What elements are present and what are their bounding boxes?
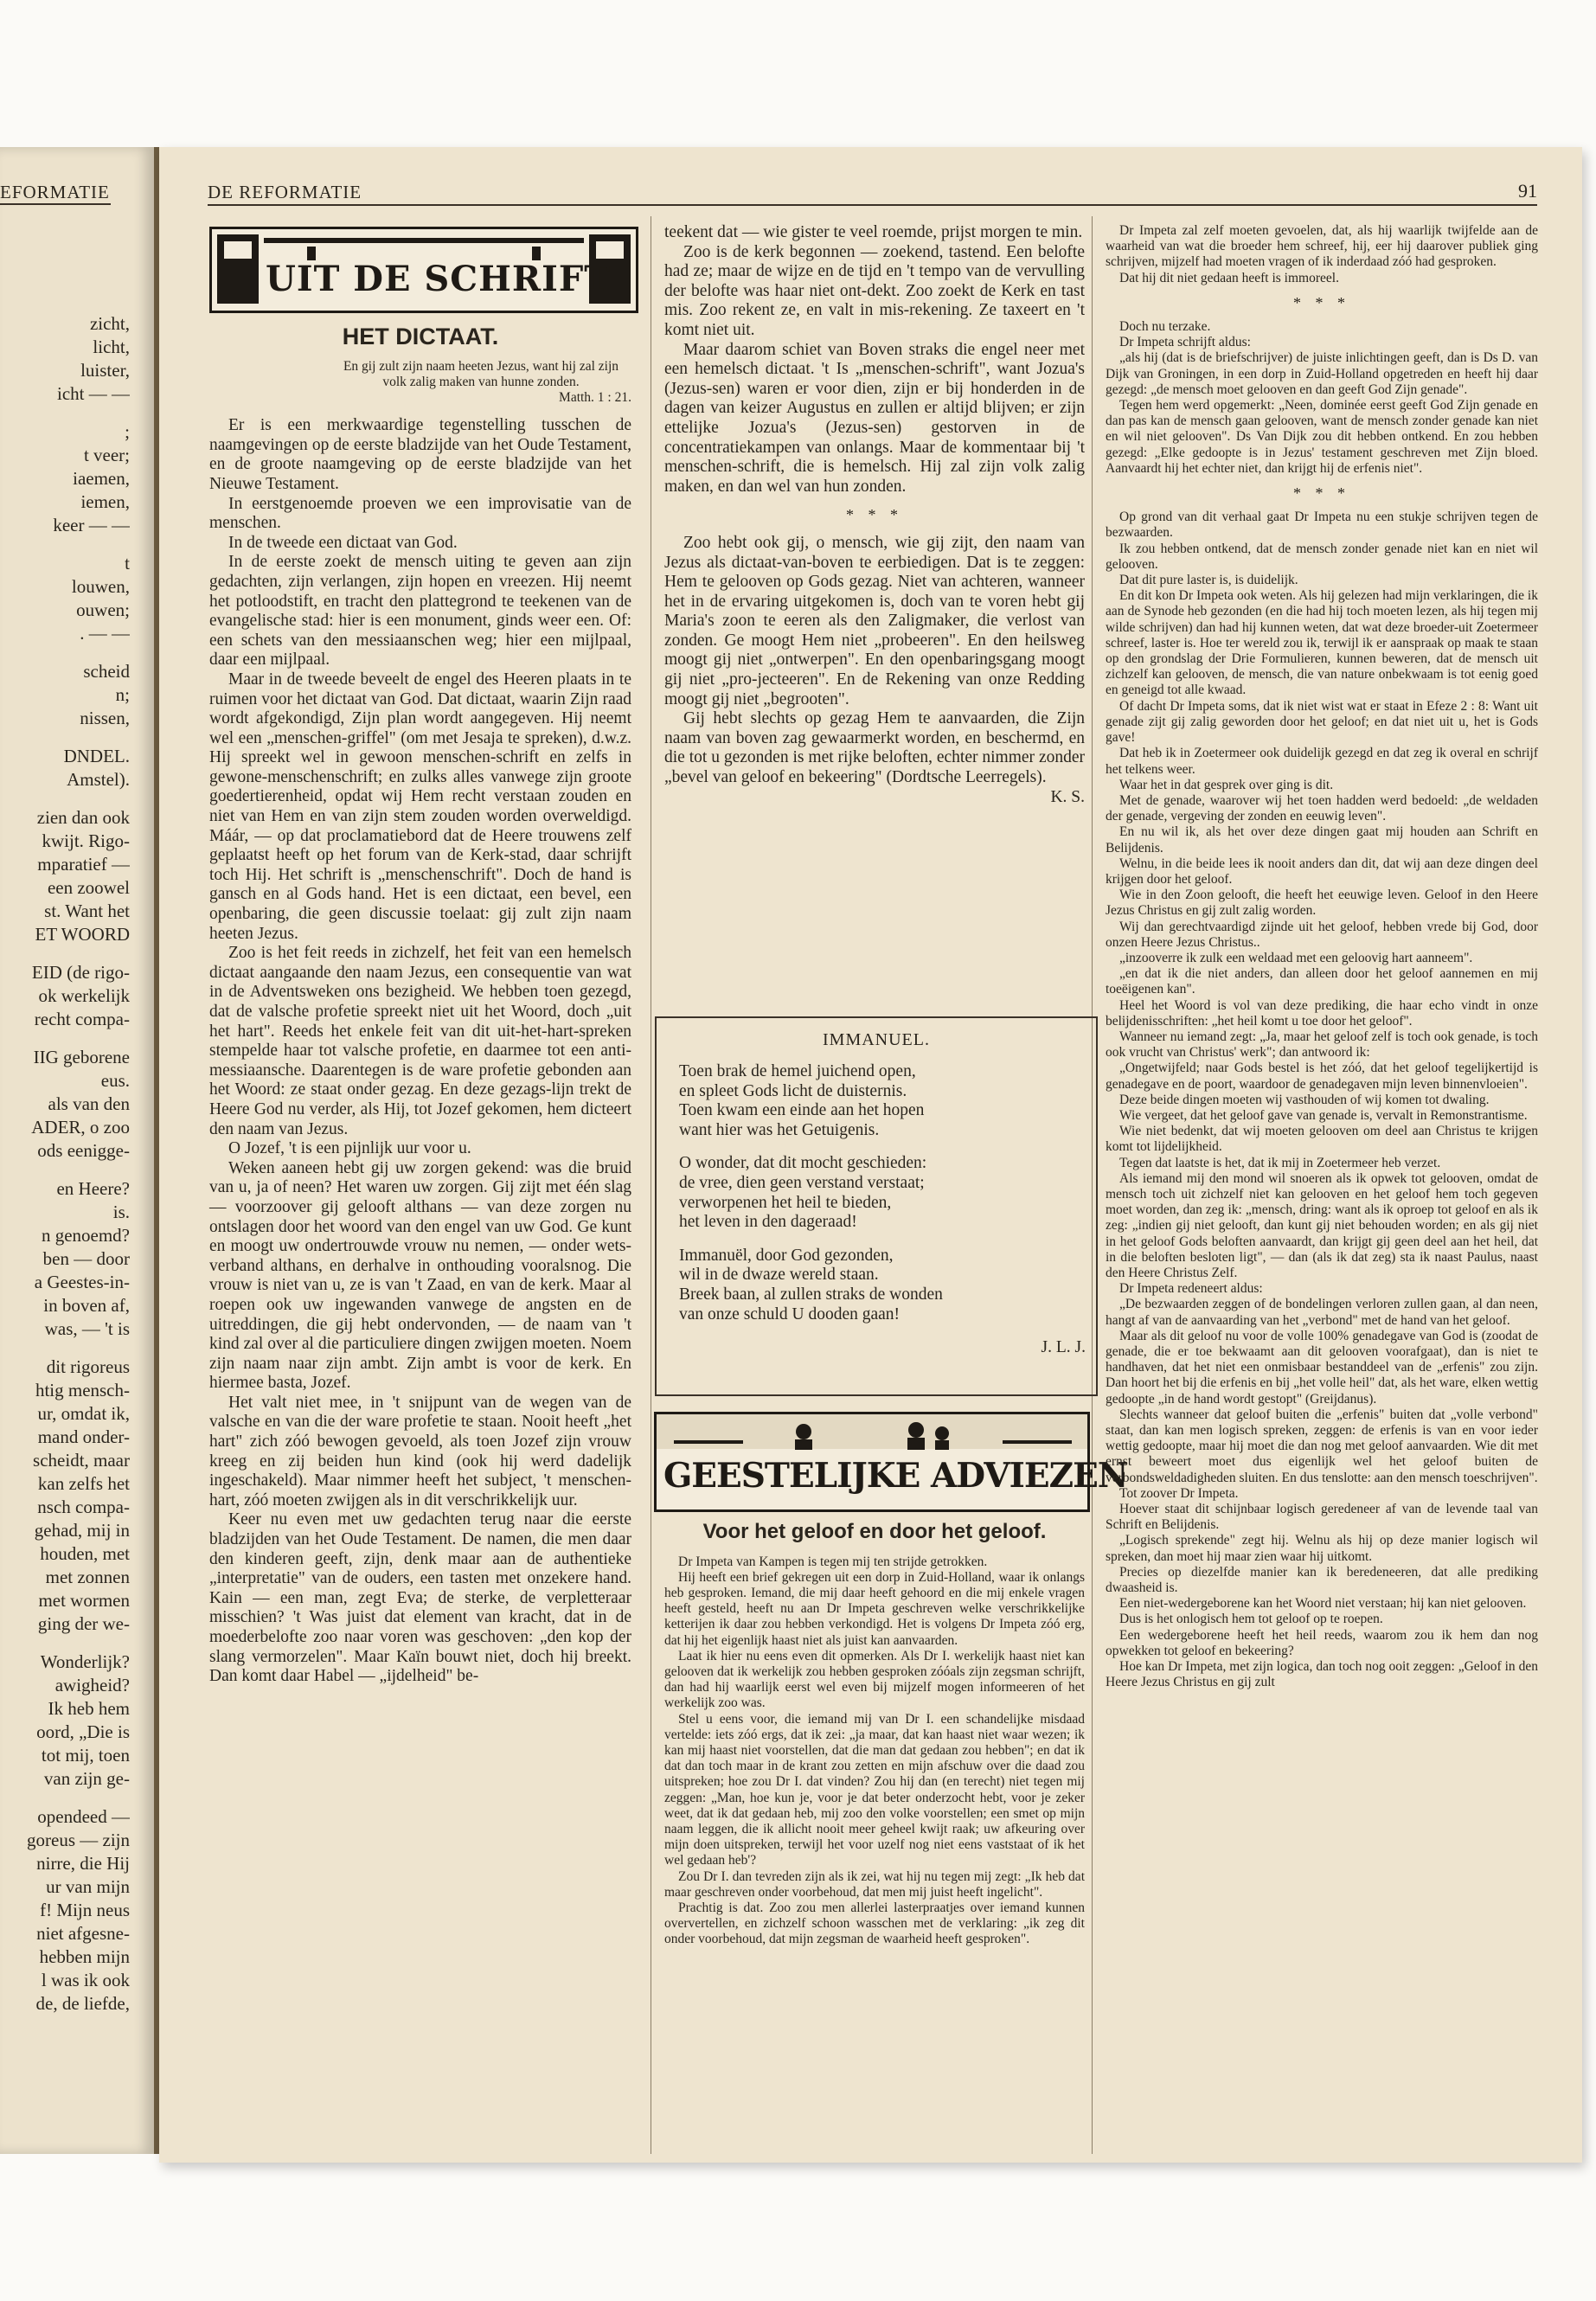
paragraph: „als hij (dat is de briefschrijver) de juiste inlichtingen geeft, dan is Ds D. van Dijk van Groningen, in een dorp in Zuid-Holland opgetreden en heeft hij daar gezegd: „de mensch moet gelooven en dan geeft God Zijn genade". <box>1106 350 1538 397</box>
poem-line: het leven in den dageraad! <box>679 1213 857 1232</box>
paragraph: Er is een merkwaardige tegenstelling tusschen de naamgevingen op de eerste bladzijde van het Oude Testament, en de groote naamgeving op de eerste bladzijde van het Nieuwe Testament. <box>209 416 631 493</box>
previous-page-line: Amstel). <box>67 769 130 790</box>
previous-page-line: ur van mijn <box>46 1876 130 1897</box>
page-number: 91 <box>1518 180 1537 202</box>
poem-body <box>667 1062 1086 1324</box>
previous-page-line: n; <box>115 684 130 705</box>
paragraph: In eerstgenoemde proeven we een improvisatie van de menschen. <box>209 494 631 533</box>
previous-page-line: iemen, <box>80 491 130 512</box>
uit-de-schrift-banner <box>209 227 638 313</box>
previous-page-line: zien dan ook <box>36 807 130 828</box>
previous-page-line: was, — 't is <box>44 1318 130 1339</box>
newspaper-page <box>159 147 1582 2163</box>
previous-page-line: Ik heb hem <box>48 1698 130 1719</box>
previous-page-line: opendeed — <box>37 1806 130 1827</box>
previous-page-line: EID (de rigo- <box>31 962 130 983</box>
paragraph: Hij heeft een brief gekregen uit een dorp in Zuid-Holland, waar ik onlangs heb gesproken. Iemand, die mij daar heeft gehoord en die mij enkele vragen heeft gesteld, heeft nu aan Dr Impeta geschreven welke verschrikkelijke ketterijen ik daar zou hebben verkondigd. Het is volgens Dr Impeta zóó erg, dat hij het eigenlijk haast niet als juist kan aanvaarden. <box>664 1569 1085 1648</box>
paragraph: En dit kon Dr Impeta ook weten. Als hij gelezen had mijn verklaringen, die ik aan de Synode heb gezonden (en die had hij toch moeten lezen, als hij tegen mij wilde schrijven) dan had hij kunnen weten, dat wat deze broeder-uit Zoetermeer schreef, laster is. Hoe ter wereld zou ik, terwijl ik er aanspraak op maak te staan op den grondslag der Drie Formulieren, kunnen beweren, dat de mensch uit zichzelf kan gelooven, de mensch, die van nature onbekwaam is tot eenig goed en geneigd tot alle kwaad. <box>1106 588 1538 698</box>
previous-page-line: mparatief — <box>37 854 130 875</box>
paragraph: Tot zoover Dr Impeta. <box>1119 1485 1239 1501</box>
previous-page-line: met wormen <box>38 1590 130 1611</box>
article-body-col2 <box>664 1554 1085 1948</box>
paragraph: Welnu, in die beide lees ik nooit anders dan dit, dat wij aan deze dingen deel krijgen door het geloof. <box>1106 856 1538 887</box>
paragraph: Ik zou hebben ontkend, dat de mensch zonder genade niet kan en niet wil gelooven. <box>1106 541 1538 572</box>
previous-page-line: licht, <box>93 336 130 357</box>
previous-page-line: dit rigoreus <box>46 1356 130 1377</box>
paragraph: teekent dat — wie gister te veel roemde, prijst morgen te min. <box>664 223 1083 241</box>
previous-page-line: louwen, <box>71 576 130 597</box>
paragraph: „Ongetwijfeld; naar Gods bestel is het zóó, dat het geloof tegelijkertijd is genadegave en de poort, waardoor de genadegaven mijn leven binnenvloeien". <box>1106 1061 1538 1092</box>
banner-title: UIT DE SCHRIFT <box>266 259 612 299</box>
paragraph: Dr Impeta redeneert aldus: <box>1119 1281 1263 1297</box>
paragraph: Laat ik hier nu eens even dit opmerken. Als Dr I. werkelijk haast niet kan gelooven dat ik werkelijk zou hebben gesproken zóóals zijn zegsman schrijft, dan had hij waarlijk eerst wel even bij mijzelf mogen informeeren of het werkelijk zoo was. <box>664 1648 1085 1711</box>
poem-line: Toen kwam een einde aan het hopen <box>679 1101 925 1120</box>
paragraph: Deze beide dingen moeten wij vasthouden of wij komen tot dwaling. <box>1119 1092 1490 1107</box>
poem-line: wil in de dwaze wereld staan. <box>679 1266 879 1285</box>
previous-page-line: als van den <box>48 1093 130 1114</box>
poem-line: verworpenen het heil te bieden, <box>679 1193 892 1212</box>
paragraph: Maar daarom schiet van Boven straks die engel neer met een hemelsch dictaat. 't Is „menschen-schrift", want Jozua's (Jezus-sen) waren er voor dien, zijn er bij honderden in de dagen van keizer Augustus en zullen er altijd blijven; er zijn ettelijke Jozua's (Jezus-sen) gestorven in de concentratiekampen van onlangs. Maar de kommentaar bij 't menschen-schrift, die is hemelsch. Hij zal zijn volk zalig maken, en dan wel van hun zonden. <box>664 340 1085 496</box>
previous-page-line: nsch compa- <box>37 1497 130 1517</box>
article-geloof <box>664 1522 1085 1948</box>
previous-page-line: luister, <box>80 360 130 381</box>
previous-page-line: mand onder- <box>37 1426 130 1447</box>
previous-page-line: ging der we- <box>37 1613 130 1634</box>
previous-page-line: f! Mijn neus <box>40 1900 130 1920</box>
previous-page-line: niet afgesne- <box>36 1923 130 1944</box>
paragraph: Tegen hem werd opgemerkt: „Neen, dominée eerst geeft God Zijn genade en dan pas kan de mensch gaan gelooven, want de mensch zonder genade kan niet en wil niet gelooven". Ds Van Dijk zou dit hebben ontkend. En zou hebben gezegd: „Elke gedoopte is in Jezus' testament geschreven met Zijn bloed. Aanvaardt hij het echter niet, dan krijgt hij de erfenis niet". <box>1106 398 1538 476</box>
paragraph: Hoever staat dit schijnbaar logisch geredeneer af van de levende taal van Schrift en Belijdenis. <box>1106 1502 1538 1533</box>
previous-page-line: n genoemd? <box>41 1225 130 1246</box>
paragraph: Op grond van dit verhaal gaat Dr Impeta nu een stukje schrijven tegen de bezwaarden. <box>1106 510 1538 541</box>
previous-page-line: de, de liefde, <box>35 1993 130 2014</box>
poem-line: de vree, dien geen verstand verstaat; <box>679 1173 925 1192</box>
previous-page-line: hebben mijn <box>39 1946 130 1967</box>
paragraph: Zou Dr I. dan tevreden zijn als ik zei, wat hij nu tegen mij zegt: „Ik heb dat maar geschreven onder voorbehoud, dat men mij juist heeft ingelicht". <box>664 1868 1085 1900</box>
previous-page-line: kwijt. Rigo- <box>42 830 130 851</box>
previous-page-line: scheidt, maar <box>33 1450 130 1471</box>
previous-page-line: eus. <box>100 1070 130 1091</box>
previous-page-line: ET WOORD <box>35 924 130 945</box>
paragraph: Wie vergeet, dat het geloof gave van genade is, vervalt in Remonstrantisme. <box>1119 1107 1528 1123</box>
previous-page-line: is. <box>112 1202 130 1222</box>
paragraph: Dus is het onlogisch hem tot geloof op te roepen. <box>1119 1612 1383 1627</box>
banner-title: GEESTELIJKE ADVIEZEN <box>663 1456 1128 1496</box>
previous-page-line: nirre, die Hij <box>36 1853 130 1874</box>
paragraph: Een niet-wedergeborene kan het Woord niet verstaan; hij kan niet gelooven. <box>1119 1596 1527 1612</box>
previous-page-line: tot mij, toen <box>41 1745 130 1766</box>
paragraph: Als iemand mij den mond wil snoeren als ik opwek tot gelooven, omdat de mensch toch uit zichzelf niet kan gelooven en het geloof hem toch gegeven moet worden, dan zeg ik: „mensch, dring: want als ik oproep tot geloof en als ik zeg: „indien gij niet gelooft, dan kunt gij niet behouden worden; en als gij niet in het geloof Gods beloften aanvaardt, dan krijgt gij geen deel aan het heil, dat in die beloften besloten ligt", — dan (als ik dat zeg) sta ik naast Paulus, naast den Heere Christus Zelf. <box>1106 1170 1538 1280</box>
previous-page-line: icht — — <box>57 383 130 404</box>
paragraph: Zoo hebt ook gij, o mensch, wie gij zijt, den naam van Jezus als dictaat-van-boven te eerbiedigen. Dat is te zeggen: Hem te gelooven op Gods gezag. Niet van achteren, wanneer het in de ervaring uitgekomen is, doch van te voren hebt gij Maria's zoon te eeren als den Zaligmaker, die verlost van zonden. Ge moogt Hem niet „probeeren". En den heilsweg moogt gij niet „ontwerpen". En den openbaringsgang moogt gij niet „pro-jecteeren". En de Rekening van onze Redding moogt gij niet „begrooten". <box>664 533 1085 708</box>
poem-author: J. L. J. <box>1041 1338 1086 1357</box>
poem-line: want hier was het Getuigenis. <box>679 1120 880 1139</box>
paragraph: „en dat ik die niet anders, dan alleen door het geloof aannemen en mij toeëigenen kan". <box>1106 966 1538 997</box>
previous-page-line: Wonderlijk? <box>40 1651 130 1672</box>
paragraph: Prachtig is dat. Zoo zou men allerlei lasterpraatjes over iemand kunnen oververtellen, en zichzelf schoon wasschen met de verklaring: „ik zeg dit onder voorbehoud, dat mijn zegsman de waarheid heeft gesproken". <box>664 1900 1085 1947</box>
article-body-col3 <box>1106 223 1538 1690</box>
poem-stanza <box>679 1247 1086 1324</box>
paragraph: En nu wil ik, als het over deze dingen gaat mij houden aan Schrift en Belijdenis. <box>1106 824 1538 856</box>
previous-page-line: ods eenigge- <box>37 1140 130 1161</box>
previous-page-line: nissen, <box>80 708 130 728</box>
article-dictaat-continued <box>664 223 1085 807</box>
poem-title: IMMANUEL. <box>823 1030 930 1049</box>
previous-page-line: gehad, mij in <box>34 1520 130 1541</box>
previous-page-line: ok werkelijk <box>38 985 130 1006</box>
paragraph: In de tweede een dictaat van God. <box>228 533 458 552</box>
previous-page-header: EFORMATIE <box>0 182 111 205</box>
article-body-col2 <box>664 223 1085 497</box>
previous-page-line: en Heere? <box>56 1178 130 1199</box>
paragraph: Hoe kan Dr Impeta, met zijn logica, dan toch nog ooit zeggen: „Geloof in den Heere Jezus Christus en gij zult <box>1106 1659 1538 1690</box>
paragraph: Tegen dat laatste is het, dat ik mij in Zoetermeer heb verzet. <box>1119 1155 1441 1170</box>
paragraph: Gij hebt slechts op gezag Hem te aanvaarden, die Zijn naam van boven zag gewaarmerkt worden, en beschermd, en die tot u gezonden is met rijke beloften, echter nimmer zonder „bevel van geloof en bekeering" (Dordtsche Leerregels). <box>664 709 1085 787</box>
previous-page-line: ben — door <box>42 1248 130 1269</box>
paragraph: Doch nu terzake. <box>1119 319 1211 335</box>
paragraph: Weken aaneen hebt gij uw zorgen gekend: was die bruid van u, ja of neen? Het waren uw zorgen. Gij zijt met één slag — voorzoover gij gelooft althans — van deze zorgen nu ontslagen door het woord van den engel van uw God. Ge kunt en moogt uw ondertrouwde vrouw nu nemen, — onder wets-verband althans, en derhalve in onthouding vooralsnog. Die vrouw is niet van u, ze is van 't Zaad, en van de kerk. Maar al roepen ook uw ingewanden vanwege de angsten en de uitreddingen, die gij hebt ondervonden, — de naam van 't kind zal over al die particuliere dingen zwijgen moeten. Noem zijn naam naar zijn ambt. Zijn ambt is voor de kerk. En hiermee basta, Jozef. <box>209 1158 631 1393</box>
article-geloof-continued <box>1106 223 1538 1690</box>
previous-page-line: scheid <box>83 661 130 682</box>
previous-page-line: houden, met <box>40 1543 130 1564</box>
previous-page-line: ouwen; <box>76 599 130 620</box>
paragraph: Dr Impeta schrijft aldus: <box>1119 335 1251 350</box>
paragraph: Wij dan gerechtvaardigd zijnde uit het geloof, hebben vrede bij God, door onzen Heere Jezus Christus.. <box>1106 919 1538 950</box>
paragraph: Maar in de tweede beveelt de engel des Heeren plaats in te ruimen voor het dictaat van God. Dat dictaat, waarin Zijn raad wordt afgekondigd, Zijn plan wordt aangegeven. Hij neemt wel een „menschen-griffel" (om met Jesaja te spreken), d.w.z. Hij spreekt wel in gewoon menschen-schrift en zelfs in gewone-menschenschrift; en zulks alles vanwege zijn groote goedertierenheid, opdat wij Hem recht verstaan zouden en niet van Hem en van zijn stem zouden worden overweldigd. Máár, — op dat proclamatiebord dat de Heere trouwens zelf geplaatst heeft op het forum van de Kerk-stad, daar schrijft toch Hij. Het schrift is „menschenschrift". Doch de hand is gansch en al Gods hand. Het is een dictaat, een bevel, een openbaring, die geen discussie toelaat: gij zult zijn naam heeten Jezus. <box>209 670 631 943</box>
article-body-col1 <box>209 416 631 1687</box>
previous-page-line: van zijn ge- <box>43 1768 130 1789</box>
section-separator: * * * <box>846 506 903 524</box>
paragraph: Zoo is het feit reeds in zichzelf, het feit van een hemelsch dictaat aangaande den naam Jezus, een consequentie van wat in de Adventsweken ons bezigheid. We hebben toen gezegd, dat de valsche profetie spreekt niet uit het Woord, doch „uit het hart". Reeds het enkele feit van dit uit-het-hart-spreken stempelde haar tot valsche profetie, en daarmee tot een anti-messiaansche. Daarentegen is de ware profetie gebonden aan het Woord: ze staat onder gezag. En deze gezags-lijn trekt de Heere God nu verder, als Hij, tot Jozef gekomen, hem dicteert den naam van Jezus. <box>209 944 631 1138</box>
section-separator: * * * <box>1293 484 1350 503</box>
paragraph: Waar het in dat gesprek over ging is dit. <box>1119 777 1334 792</box>
paragraph: „De bezwaarden zeggen of de bondelingen verloren zullen gaan, al dan neen, hangt af van de aanvaarding van het „verbond" met de hand van het geloof. <box>1106 1297 1538 1328</box>
previous-page-line: st. Want het <box>44 901 130 921</box>
paragraph: Dat dit pure laster is, is duidelijk. <box>1119 573 1298 588</box>
paragraph: Dr Impeta zal zelf moeten gevoelen, dat, als hij waarlijk twijfelde aan de waarheid van wat die broeder hem schreef, hij, eer hij daarover publiek ging schrijven, mijzelf had moeten vragen of ik inderdaad zóó had gesproken. <box>1106 223 1538 270</box>
previous-page-line: kan zelfs het <box>37 1473 130 1494</box>
paragraph: „inzooverre ik zulk een weldaad met een geloovig hart aanneem". <box>1119 950 1473 965</box>
previous-page-line: ADER, o zoo <box>31 1117 130 1138</box>
paragraph: Wanneer nu iemand zegt: „Ja, maar het geloof zelf is toch ook genade, is toch ook vrucht van Christus' werk"; dan antwoord ik: <box>1106 1029 1538 1061</box>
previous-page-line: ur, omdat ik, <box>37 1403 130 1424</box>
previous-page-line: iaemen, <box>73 468 130 489</box>
epigraph: En gij zult zijn naam heeten Jezus, want hij zal zijn volk zalig maken van hunne zonden. <box>343 358 619 389</box>
paragraph: Een wedergeborene heeft het heil reeds, waarom zou ik hem dan nog opwekken tot geloof en bekeering? <box>1106 1627 1538 1658</box>
paragraph: Het valt niet mee, in 't snijpunt van de wegen van de valsche en van die der ware profetie te staan. Nooit heeft „het hart" zich zóó bewogen gevoeld, als toen Jozef zijn vrouw kreeg en zij beiden hun kind (ook hij werd dadelijk ingeschakeld). Maar nimmer heeft het subject, 't menschen-hart, zóó moeten zwijgen als in dit verschrikkelijk uur. <box>209 1393 631 1509</box>
paragraph: Met de genade, waarover wij het toen hadden werd bedoeld: „de weldaden der genade, vergeving der zonden en eeuwig leven". <box>1106 792 1538 824</box>
paragraph: Keer nu even met uw gedachten terug naar die eerste bladzijden van het Oude Testament. De namen, die men daar den kinderen geeft, zijn, denk maar aan de authentieke „interpretatie" van de ouders, een tasten met onzekere hand. Kain — een man, zegt Eva; de sterke, de verpletteraar misschien? 't Was juist dat element van kracht, dat in de moederbelofte zoo naar voren was geschoven: „den kop der slang vermorzelen". Maar Kaïn bouwt niet, doch hij breekt. Dan komt daar Habel — „ijdelheid" be- <box>209 1510 631 1686</box>
previous-page-line: oord, „Die is <box>36 1721 130 1742</box>
paragraph: O Jozef, 't is een pijnlijk uur voor u. <box>228 1139 471 1158</box>
previous-page-line: a Geestes-in- <box>34 1272 130 1292</box>
poem-line: Toen brak de hemel juichend open, <box>679 1062 916 1080</box>
previous-page-line: in boven af, <box>43 1295 130 1316</box>
poem-line: Immanuël, door God gezonden, <box>679 1246 894 1265</box>
previous-page-line: goreus — zijn <box>27 1830 130 1850</box>
epigraph-reference: Matth. 1 : 21. <box>559 390 631 405</box>
paragraph: „Logisch sprekende" zegt hij. Welnu als hij op deze manier logisch wil spreken, dan moet hij maar zien waar hij uitkomt. <box>1106 1533 1538 1564</box>
previous-page-line: l was ik ook <box>41 1970 130 1990</box>
paragraph: Wie niet bedenkt, dat wij moeten gelooven om deel aan Christus te krijgen komt tot lijdelijkheid. <box>1106 1124 1538 1155</box>
paragraph: Dat heb ik in Zoetermeer ook duidelijk gezegd en dat zeg ik overal en schrijf het telkens weer. <box>1106 746 1538 777</box>
poem-line: van onze schuld U dooden gaan! <box>679 1304 901 1324</box>
geestelijke-adviezen-banner <box>654 1412 1128 1512</box>
previous-page-line: DNDEL. <box>63 746 130 766</box>
paragraph: Heel het Woord is vol van deze prediking, die haar echo vindt in onze belijdenisschriften: „het heil komt u toe door het geloof". <box>1106 997 1538 1029</box>
paragraph: Dr Impeta van Kampen is tegen mij ten strijde getrokken. <box>678 1554 988 1569</box>
article-title: Voor het geloof en door het geloof. <box>702 1520 1047 1543</box>
previous-page-line: t veer; <box>83 445 130 465</box>
previous-page-strip <box>0 147 154 2154</box>
paragraph: Maar als dit geloof nu voor de volle 100% genadegave van God is (zoodat de genade, die er toe bekwaamt aan dit gelooven voorafgaat), dan is niet te handhaven, dat het niet een onmisbaar bestanddeel van de „erfenis" zou zijn. Dan hoort het bij die erfenis en bij „het volle heil" dat, als het ware, elken wettig gedoopte „in de hand wordt gestopt" (Greijdanus). <box>1106 1328 1538 1407</box>
header-rule <box>208 204 1537 206</box>
paragraph: Of dacht Dr Impeta soms, dat ik niet wist wat er staat in Efeze 2 : 8: Want uit genade zijt gij zalig geworden door het geloof; en dat niet uit u, het is Gods gave! <box>1106 698 1538 746</box>
previous-page-line: keer — — <box>53 515 130 535</box>
previous-page-line: htig mensch- <box>35 1380 130 1400</box>
poem-stanza <box>679 1062 1086 1140</box>
previous-page-line: IIG geborene <box>33 1047 130 1067</box>
paragraph: Precies op diezelfde manier kan ik beredeneeren, dat alle prediking dwaasheid is. <box>1106 1564 1538 1596</box>
previous-page-line: . — — <box>80 623 130 644</box>
article-body-col2-b <box>664 534 1085 788</box>
paragraph: Zoo is de kerk begonnen — zoekend, tastend. Een belofte had ze; maar de wijze en de tijd en 't tempo van de vervulling der belofte was haar niet ont-dekt. Zoo zoekt de Kerk en tast mis. Zoo rekent ze, en valt in mis-rekening. Ze taxeert en 't komt niet uit. <box>664 242 1085 339</box>
previous-page-line: met zonnen <box>45 1567 130 1587</box>
paragraph: In de eerste zoekt de mensch uiting te geven aan zijn gedachten, zijn verlangen, zijn hopen en vreezen. Hij neemt het potloodstift, en tracht den plattegrond te teekenen van de evangelische stad: hier is een monument, ginds weer een. Of: een schets van den messiaanschen weg; hier een mijlpaal, daar een mijlpaal. <box>209 553 631 670</box>
previous-page-line: ; <box>125 421 130 442</box>
poem-line: en spleet Gods licht de duisternis. <box>679 1081 907 1100</box>
paragraph: Wie in den Zoon gelooft, die heeft het eeuwige leven. Geloof in den Heere Jezus Christus en gij zult zalig worden. <box>1106 888 1538 919</box>
paragraph: Slechts wanneer dat geloof buiten die „erfenis" buiten dat „volle verbond" staat, dan kan men logisch spreken, zeggen: de erfenis is van en voor ieder wettig gedoopte, maar hij moet die dan nog met geloof aanvaarden. Wie dit met ernst beweert moet dus eigenlijk wel het geloof buiten de verbondsweldadigheden sluiten. En dus tenslotte: aan den mensch toeschrijven". <box>1106 1407 1538 1485</box>
article-signature: K. S. <box>1050 787 1085 806</box>
previous-page-line: awigheid? <box>54 1675 130 1695</box>
previous-page-line: een zoowel <box>47 877 130 898</box>
poem-box <box>655 1016 1098 1396</box>
poem-line: O wonder, dat dit mocht geschieden: <box>679 1154 927 1173</box>
paragraph: Dat hij dit niet gedaan heeft is immoreel. <box>1119 270 1339 285</box>
poem-line: Breek baan, al zullen straks de wonden <box>679 1285 943 1304</box>
previous-page-line: t <box>125 553 130 574</box>
poem-stanza <box>679 1154 1086 1232</box>
previous-page-line: zicht, <box>89 313 130 334</box>
previous-page-line: recht compa- <box>34 1009 130 1029</box>
article-title: HET DICTAAT. <box>342 324 499 349</box>
running-header: DE REFORMATIE <box>208 182 362 202</box>
paragraph: Stel u eens voor, die iemand mij van Dr I. een schandelijke misdaad vertelde: iets zóó ergs, dat ik zei: „ja maar, dat kan haast niet waar wezen; ik kan mij haast niet voorstellen, dat die man dat gedaan zou hebben"; en dat ik dat dan toch maar in de krant zou zetten en mijn afschuw over die daad zou uitspreken; hoe zou Dr I. dat vinden? Zou hij dan (en terecht) niet tegen mij zeggen: „Man, hoe kun je, voor je dat beter onderzocht hebt, voor je zeker weet, dat ik dat gedaan heb, mij zoo den volke voorstellen; een smet op mijn naam leggen, die ik allicht nooit meer geheel kwijt raak; uw afkeuring over mijn doen uitspreken, terwijl het voor uzelf nog niet eens vaststaat of ik het wel gedaan heb'? <box>664 1711 1085 1868</box>
section-separator: * * * <box>1293 293 1350 311</box>
article-dictaat <box>209 324 631 1687</box>
